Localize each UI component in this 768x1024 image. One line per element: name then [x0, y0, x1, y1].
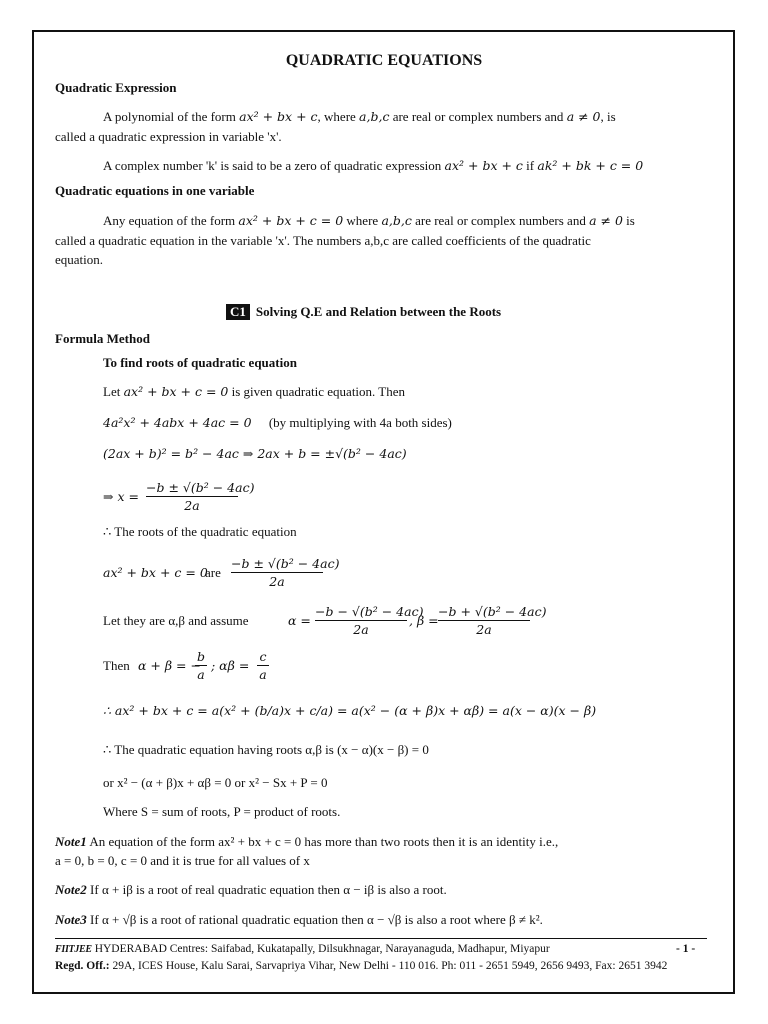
note3-line	[55, 912, 543, 928]
fraction-numerator: b	[196, 649, 205, 664]
fraction-denominator: a	[197, 667, 205, 682]
math-expression: ax² + bx + c = 0	[123, 384, 229, 399]
note-text: If α + iβ is a root of real quadratic equation then α − iβ is also a root.	[90, 882, 447, 897]
text-fragment: are real or complex numbers and	[392, 109, 564, 124]
regd-label: Regd. Off.:	[55, 960, 110, 972]
fraction-denominator: 2a	[184, 498, 200, 513]
fiitjee-logo: FIITJEE	[55, 944, 92, 955]
zero-definition-line	[103, 158, 643, 174]
roots-lhs: ax² + bx + c = 0	[103, 565, 208, 580]
having-roots-line: ∴ The quadratic equation having roots α,β is (x − α)(x − β) = 0	[103, 742, 429, 757]
let-they-are: Let they are α,β and assume	[103, 613, 249, 628]
fraction-numerator: −b − √(b² − 4ac)	[315, 604, 424, 619]
heading-quadratic-equations: Quadratic equations in one variable	[55, 183, 255, 198]
note-text: An equation of the form ax² + bx + c = 0 has more than two roots then it is an identity i.e.,	[89, 834, 559, 849]
section-c1-title: Solving Q.E and Relation between the Roots	[255, 304, 502, 319]
math-condition: ak² + bk + c = 0	[537, 158, 644, 173]
math-expression: ax² + bx + c	[444, 158, 523, 173]
equation-para-line1	[103, 213, 635, 229]
page-title: QUADRATIC EQUATIONS	[285, 52, 483, 69]
fraction-numerator: c	[257, 649, 269, 666]
text-fragment: , is	[600, 109, 616, 124]
factorisation-line: ∴ ax² + bx + c = a(x² + (b/a)x + c/a) = a(x² − (α + β)x + αβ) = a(x − α)(x − β)	[103, 703, 597, 718]
text-fragment: , where	[317, 109, 356, 124]
fraction-numerator: −b ± √(b² − 4ac)	[231, 556, 340, 571]
alpha-lhs: α =	[288, 613, 311, 628]
expression-para-line2: called a quadratic expression in variable 'x'.	[55, 129, 282, 144]
where-line: Where S = sum of roots, P = product of roots.	[103, 804, 341, 819]
subheading-find-roots: To find roots of quadratic equation	[103, 355, 297, 370]
note-label: Note1	[55, 834, 87, 849]
text-fragment: are real or complex numbers and	[415, 213, 586, 228]
equation-para-line2: called a quadratic equation in the variable 'x'. The numbers a,b,c are called coefficients of the quadratic	[55, 233, 591, 248]
step-complete-square: (2ax + b)² = b² − 4ac ⇒ 2ax + b = ±√(b² − 4ac)	[103, 446, 407, 461]
math-expression: ax² + bx + c = 0	[238, 213, 344, 228]
text-fragment: where	[346, 213, 379, 228]
note-text: If α + √β is a root of rational quadratic equation then α − √β is also a root where β ≠ k².	[90, 912, 543, 927]
math-condition: a ≠ 0	[566, 109, 601, 124]
fraction-denominator: 2a	[476, 622, 492, 637]
math-condition: a ≠ 0	[589, 213, 623, 228]
section-c1-header	[226, 304, 501, 320]
fraction-denominator: a	[259, 667, 267, 682]
note2-line	[55, 882, 447, 898]
note1-line1	[55, 834, 558, 850]
math-variables: a,b,c	[381, 213, 412, 228]
math-expression: 4a²x² + 4abx + 4ac = 0	[103, 415, 252, 430]
expression-para-line1	[103, 109, 616, 125]
text-fragment: Any equation of the form	[103, 213, 236, 228]
beta-lhs: , β =	[409, 613, 439, 628]
heading-quadratic-expression: Quadratic Expression	[55, 80, 177, 95]
product-lhs: ; αβ =	[211, 658, 250, 673]
text-fragment: if	[526, 158, 535, 173]
footer-regd-line	[55, 958, 667, 974]
roots-are: are	[205, 565, 221, 580]
step-x-lhs: ⇒ x =	[103, 489, 139, 504]
or-line: or x² − (α + β)x + αβ = 0 or x² − Sx + P = 0	[103, 775, 328, 790]
note-label: Note2	[55, 882, 87, 897]
text-fragment: A polynomial of the form	[103, 109, 236, 124]
text-fragment: A complex number 'k' is said to be a zero of quadratic expression	[103, 158, 442, 173]
sum-lhs: α + β = −	[138, 658, 201, 673]
fraction-numerator: −b ± √(b² − 4ac)	[146, 480, 255, 495]
text-fragment: is given quadratic equation. Then	[231, 384, 406, 399]
fraction-denominator: 2a	[269, 574, 285, 589]
then-label: Then	[103, 658, 130, 673]
note-label: Note3	[55, 912, 87, 927]
footer-centres: HYDERABAD Centres: Saifabad, Kukatapally, Dilsukhnagar, Narayanaguda, Madhapur, Miyapur	[94, 943, 550, 955]
footer-centres-line	[55, 941, 550, 958]
heading-formula-method: Formula Method	[55, 331, 150, 346]
note1-line2: a = 0, b = 0, c = 0 and it is true for all values of x	[55, 853, 310, 868]
roots-intro: ∴ The roots of the quadratic equation	[103, 524, 297, 539]
regd-address: 29A, ICES House, Kalu Sarai, Sarvapriya Vihar, New Delhi - 110 016. Ph: 011 - 2651 5949, 2656 9493, Fax: 2651 3942	[112, 960, 668, 972]
let-given-line	[103, 384, 405, 400]
page-number: - 1 -	[676, 943, 696, 955]
math-expression: ax² + bx + c	[239, 109, 318, 124]
section-badge: C1	[226, 304, 250, 320]
footer-divider	[55, 938, 707, 939]
text-fragment: Let	[103, 384, 121, 399]
text-fragment: is	[626, 213, 635, 228]
step-multiply	[103, 415, 452, 431]
fraction-denominator: 2a	[353, 622, 369, 637]
equation-para-line3: equation.	[55, 252, 104, 267]
math-variables: a,b,c	[359, 109, 390, 124]
fraction-numerator: −b + √(b² − 4ac)	[438, 604, 547, 619]
step-note: (by multiplying with 4a both sides)	[268, 415, 452, 430]
